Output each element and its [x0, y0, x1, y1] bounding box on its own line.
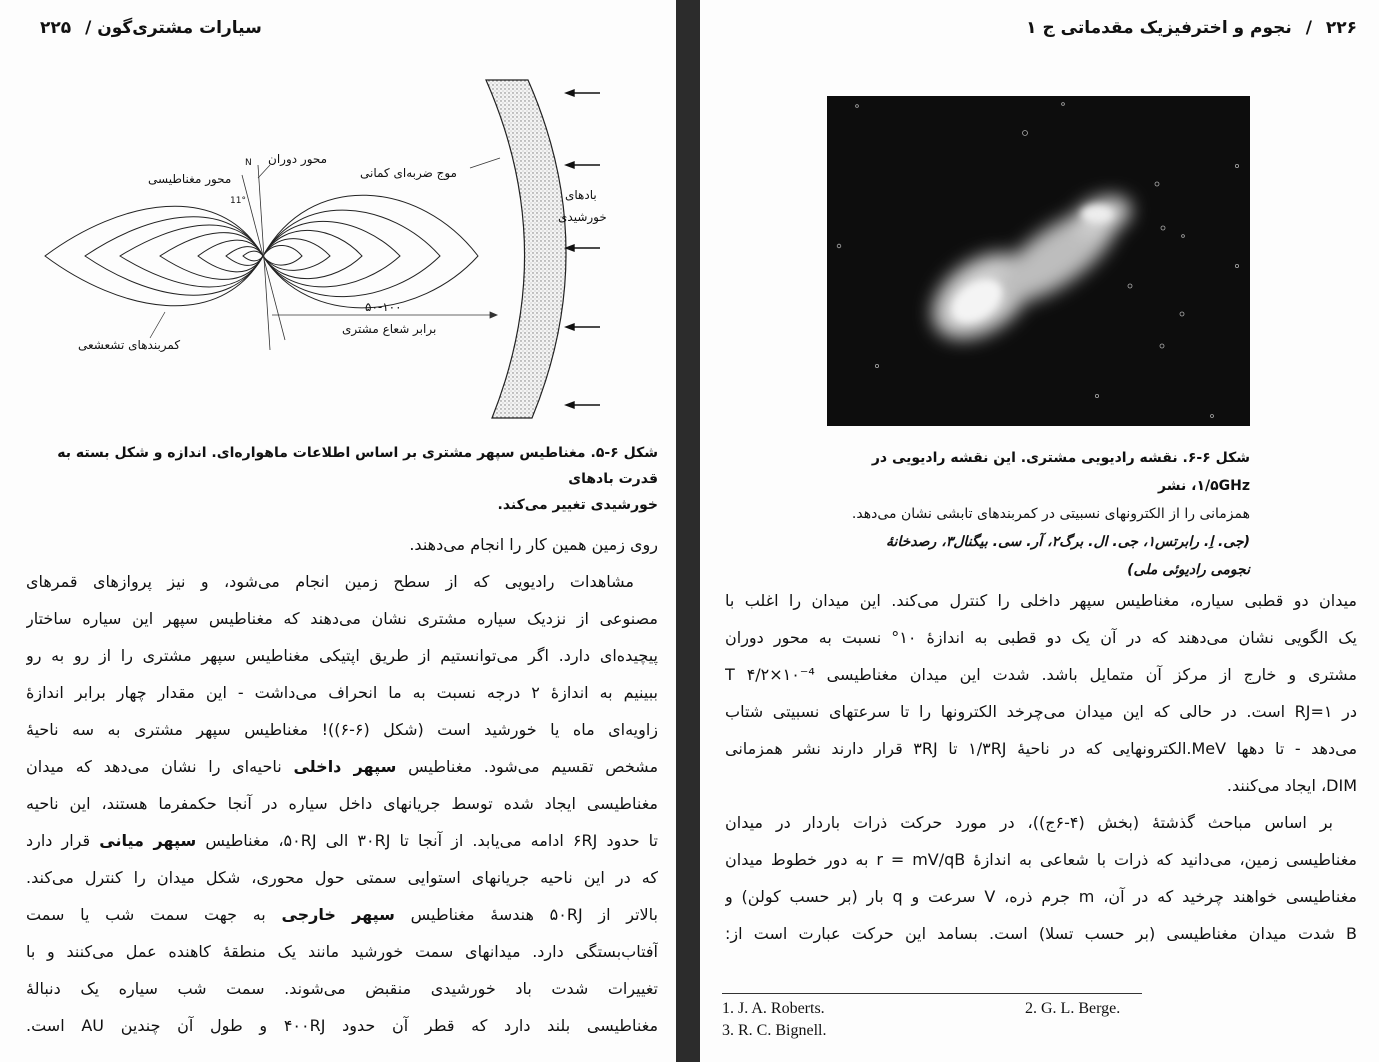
- text-line: تا حدود ۶RJ ادامه می‌یابد. از آنجا تا ۳۰RJ الی ۵۰RJ، مغناطیس سپهر میانی قرار دارد: [26, 831, 658, 850]
- caption-line: مغناطیس سپهر مشتری بر اساس اطلاعات ماهواره‌ای. اندازه و شکل بسته به قدرت بادهای: [57, 445, 658, 487]
- rotation-axis-leader: [258, 165, 270, 178]
- page-number: ۲۲۵: [40, 18, 72, 38]
- text-line: می‌دهد - تا دهها MeV.الکترونهایی که در ناحیهٔ ۱/۳RJ تا ۳RJ قرار دارند نشر همزمانی: [725, 739, 1357, 758]
- book-gutter: [676, 0, 700, 1062]
- text-line: مغناطیسی ایجاد شده توسط جریانهای داخل سیاره در آنجا حکمفرما هستند، این ناحیه: [26, 794, 658, 813]
- label-radiation-belts: کمربندهای تشعشعی: [78, 338, 181, 352]
- text-line: مشاهدات رادیویی که از سطح زمین انجام می‌شود، و نیز پروازهای قمرهای: [26, 572, 634, 591]
- footnote-3: 3. R. C. Bignell.: [722, 1022, 827, 1039]
- label-bow-shock: موج ضربه‌ای کمانی: [360, 166, 457, 180]
- right-page: [700, 0, 1379, 1062]
- text-line: بر اساس مباحث گذشتهٔ (بخش (۴-۶ج))، در مورد حرکت ذرات باردار در میدان: [725, 813, 1334, 832]
- text-line: آفتاب‌بستگی دارد. میدانهای سمت خورشید مانند یک منطقهٔ کاهنده عمل می‌کنند و با: [26, 942, 658, 961]
- text-line: تغییرات شدت باد خورشیدی منقبض می‌شوند. سمت شب سیاره یک دنبالهٔ: [26, 979, 658, 998]
- header-separator: /: [85, 18, 92, 38]
- text-line: DIM، ایجاد می‌کنند.: [1226, 776, 1357, 795]
- header-separator: /: [1305, 18, 1312, 38]
- text-line: در ۱=RJ است. در حالی که این میدان می‌چرخد الکترونها را تا سرعتهای نسبیتی شتاب: [725, 702, 1357, 721]
- term-inner-magnetosphere: سپهر داخلی: [293, 757, 397, 776]
- text-line: پیچیده‌ای دارد. اگر می‌توانستیم از طریق اپتیکی مغناطیس سپهر مشتری را از رو به رو: [26, 646, 658, 665]
- text-line: B شدت میدان مغناطیسی (بر حسب تسلا) است. بسامد این حرکت عبارت است از:: [725, 924, 1357, 943]
- label-distance-range: ۵۰-۱۰۰: [365, 300, 402, 314]
- figure-5-caption: [28, 440, 658, 518]
- solar-wind-arrows: [566, 90, 600, 408]
- text-line: مغناطیسی بلند دارد که قطر آن حدود ۴۰۰RJ و طول آن چندین AU است.: [26, 1016, 658, 1035]
- label-rotation-axis: محور دوران: [268, 152, 328, 166]
- label-tilt: 11°: [230, 196, 246, 206]
- left-page: [0, 0, 676, 1062]
- label-solar-wind-1: بادهای: [565, 188, 597, 202]
- radiation-belts-leader: [150, 312, 165, 338]
- label-distance-unit: برابر شعاع مشتری: [342, 322, 437, 336]
- term-outer-magnetosphere: سپهر خارجی: [281, 905, 395, 924]
- text-line: بالاتر از ۵۰RJ هندسهٔ مغناطیس سپهر خارجی به جهت سمت شب یا سمت: [26, 905, 658, 924]
- text-line: مصنوعی از نزدیک سیاره مشتری نشان می‌دهند که مغناطیس سپهر این سیاره ساختار: [26, 609, 658, 628]
- text-line: مغناطیسی زمین، می‌دانید که ذرات با شعاعی به اندازهٔ r = mV/qB به دور خطوط میدان: [725, 850, 1357, 869]
- caption-line: (جی. اِ. رابرتس۱، جی. ال. برگ۲، آر. سی. بیگنال۳، رصدخانهٔ: [886, 534, 1250, 550]
- caption-label: شکل ۶-۵.: [590, 445, 658, 461]
- text-line: که در این ناحیه جریانهای استوایی سمتی حول محوری، شکل میدان را کنترل می‌کند.: [26, 868, 658, 887]
- caption-line: خورشیدی تغییر می‌کند.: [497, 497, 658, 513]
- text-line: زاویه‌ای ماه یا خورشید است (شکل (۶-۶))! مغناطیس سپهر مشتری به سه ناحیهٔ: [26, 720, 658, 739]
- bow-shock-band: [486, 80, 566, 418]
- magnetic-field-lines: [45, 195, 478, 308]
- label-north: N: [245, 158, 252, 168]
- label-magnetic-axis: محور مغناطیسی: [148, 172, 232, 186]
- chapter-title: سیارات مشتری‌گون: [97, 18, 262, 38]
- caption-label: شکل ۶-۶.: [1182, 450, 1250, 466]
- footnote-rule: [722, 993, 1142, 994]
- bow-shock-leader: [470, 158, 500, 168]
- text-line: مغناطیسی خواهند چرخید که در آن، m جرم ذره، V سرعت و q بار (بر حسب کولن) و: [725, 887, 1357, 906]
- term-middle-magnetosphere: سپهر میانی: [99, 831, 197, 850]
- text-line: یک الگویی نشان می‌دهند که در آن یک دو قطبی به اندازهٔ ۱۰° نسبت به محور دوران: [725, 628, 1357, 647]
- caption-line: نقشه رادیویی مشتری. این نقشه رادیویی در ۱/۵GHz، نشر: [871, 450, 1250, 494]
- figure-6-caption: [827, 444, 1250, 584]
- footnote-1: 1. J. A. Roberts.: [722, 1000, 825, 1017]
- right-page-header: [1026, 18, 1357, 38]
- caption-line: همزمانی را از الکترونهای نسبیتی در کمربندهای تابشی نشان می‌دهد.: [851, 506, 1250, 522]
- jupiter-radio-map-image: [827, 96, 1250, 426]
- text-line: روی زمین همین کار را انجام می‌دهند.: [409, 535, 658, 554]
- rotation-axis-line: [258, 165, 270, 350]
- caption-line: نجومی رادیوئی ملی): [1127, 562, 1250, 578]
- text-line: مشتری و خارج از مرکز آن متمایل باشد. شدت این میدان مغناطیسی T ۴/۲×۱۰⁻⁴: [725, 665, 1357, 684]
- footnote-2: 2. G. L. Berge.: [1025, 1000, 1121, 1017]
- text-line: ببینیم به اندازهٔ ۲ درجه نسبت به ما انحراف می‌داشت - این مقدار چهار برابر اندازهٔ: [26, 683, 658, 702]
- left-body-text: [26, 526, 658, 1044]
- label-solar-wind-2: خورشیدی: [558, 210, 607, 224]
- book-title: نجوم و اخترفیزیک مقدماتی ج ۱: [1026, 18, 1292, 38]
- page-number: ۲۲۶: [1325, 18, 1357, 38]
- text-line: مشخص تقسیم می‌شود. مغناطیس سپهر داخلی ناحیه‌ای را نشان می‌دهد که میدان: [26, 757, 658, 776]
- text-line: میدان دو قطبی سیاره، مغناطیس سپهر داخلی را کنترل می‌کند. این میدان را اغلب با: [725, 591, 1357, 610]
- right-body-text: [725, 582, 1357, 952]
